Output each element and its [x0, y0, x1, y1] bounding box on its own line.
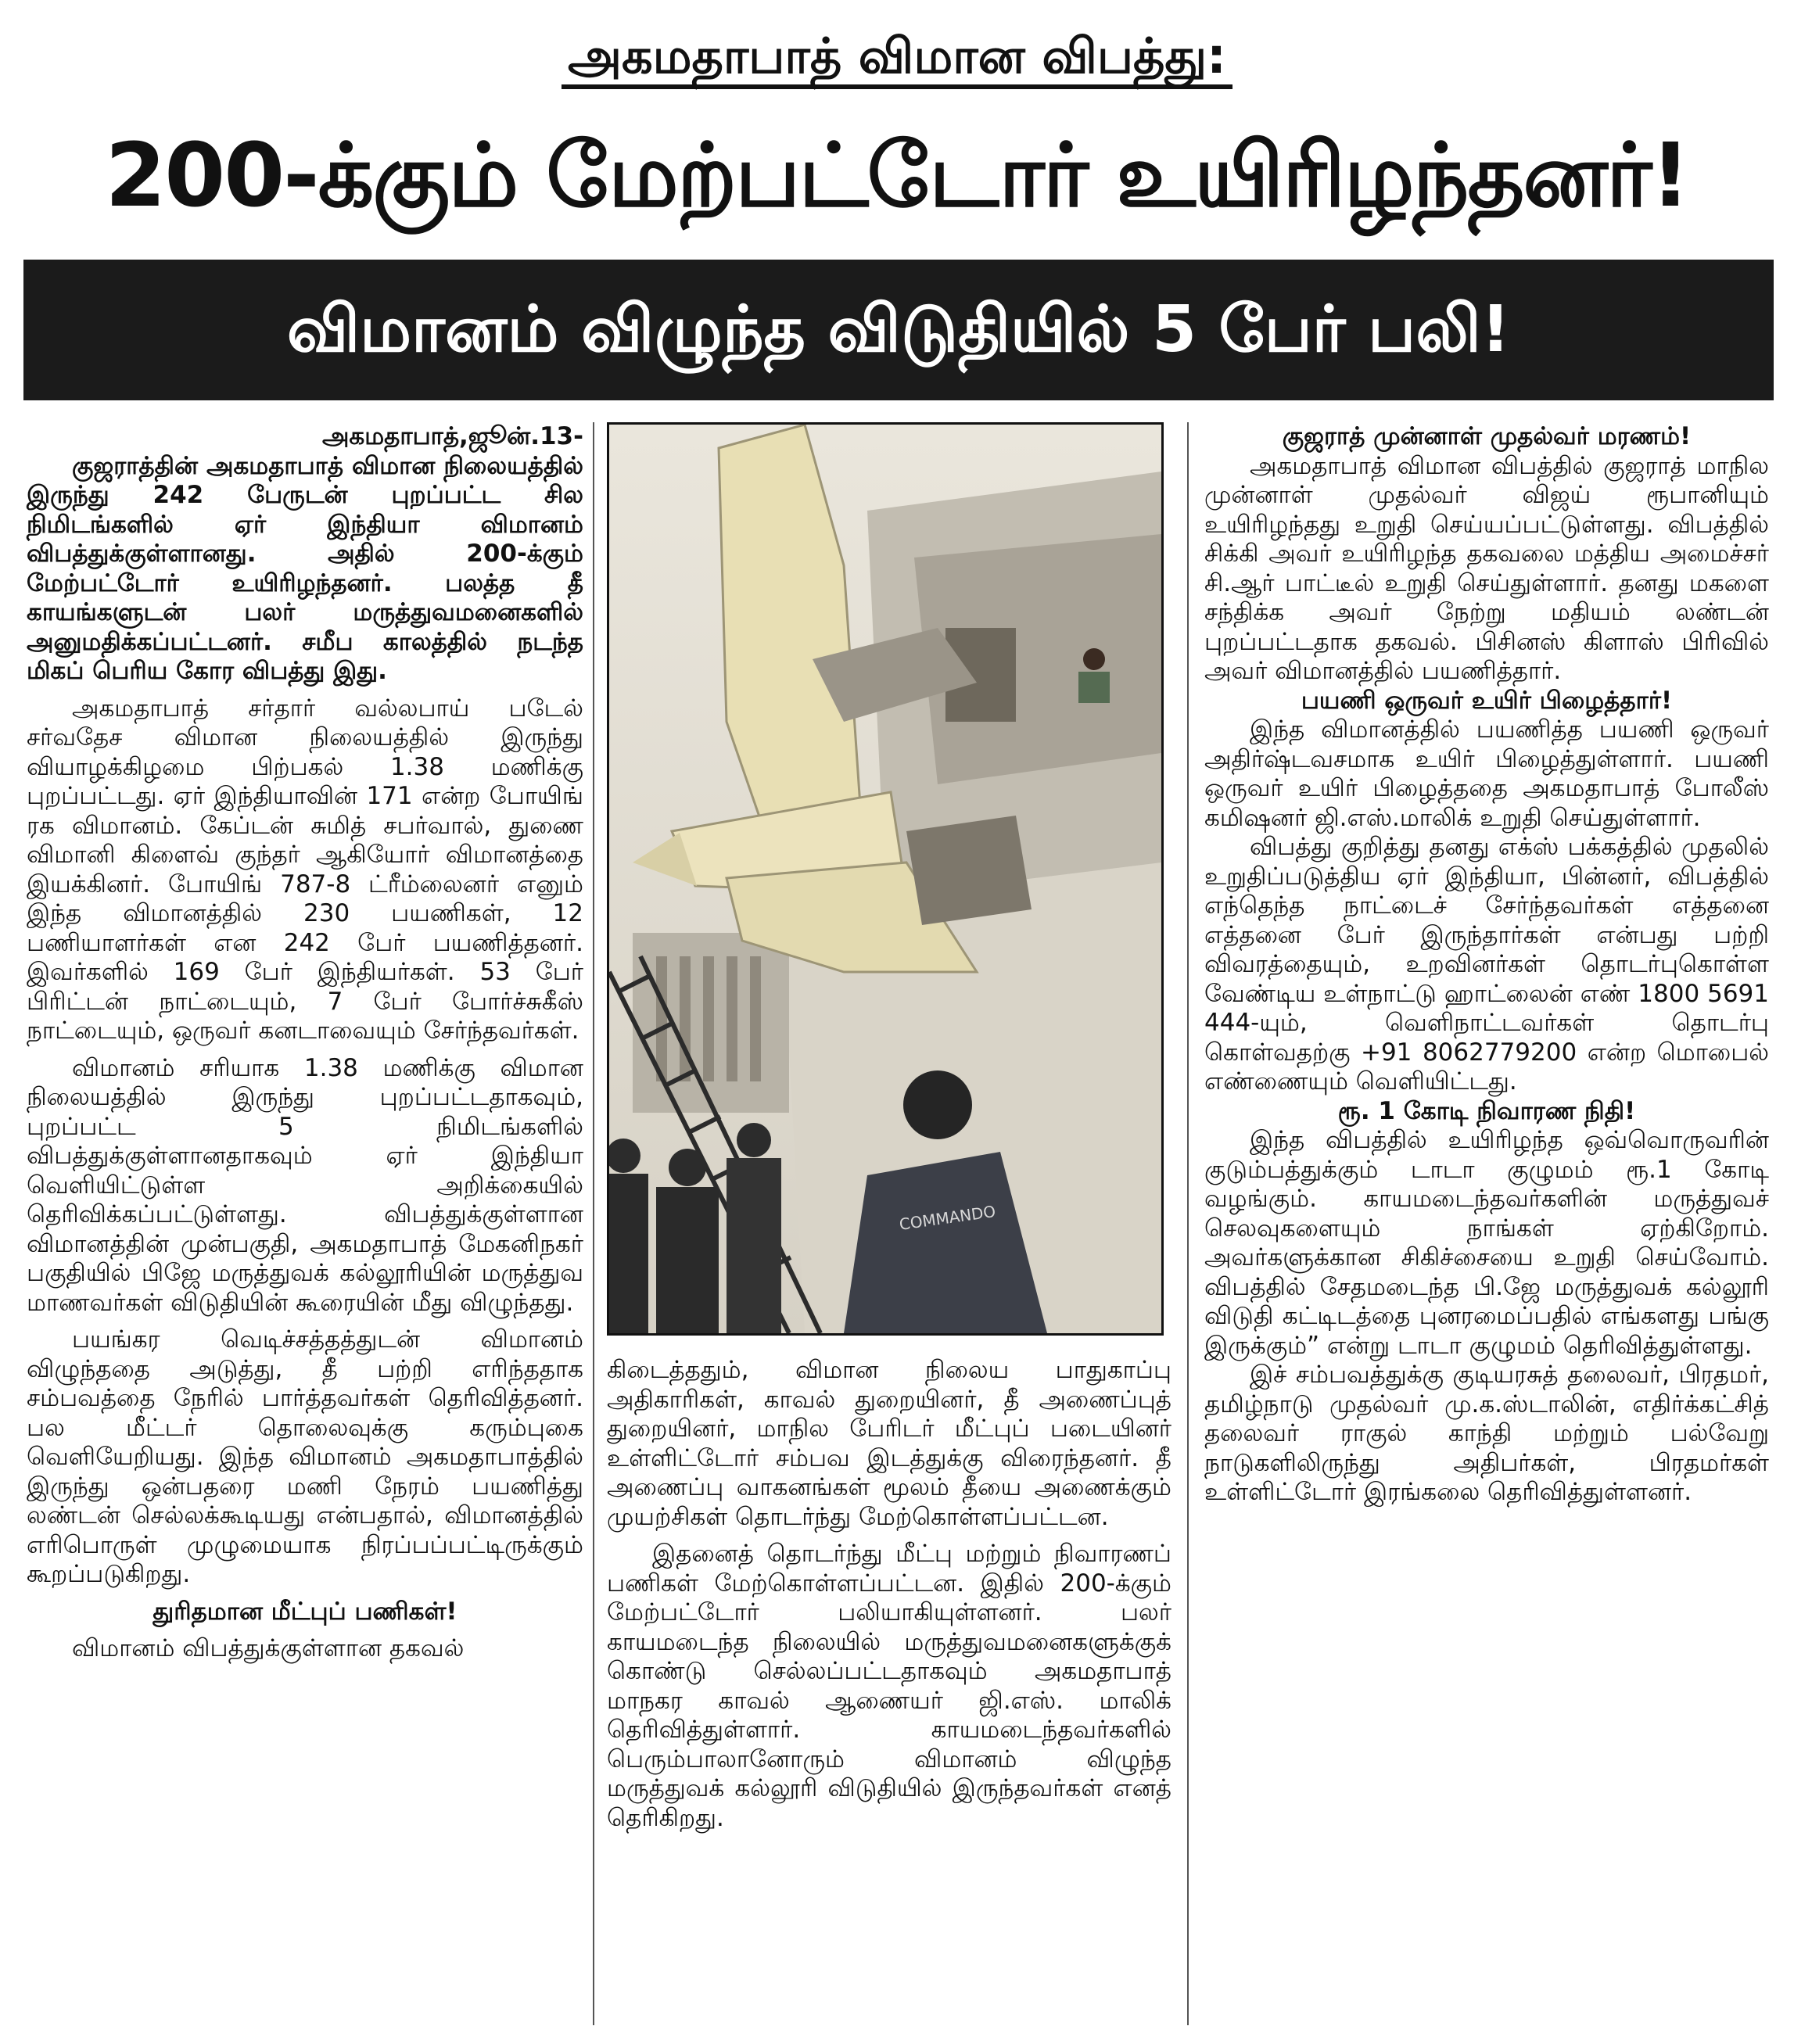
- lead-paragraph: குஜராத்தின் அகமதாபாத் விமான நிலையத்தில் இருந்து 242 பேருடன் புறப்பட்ட சில நிமிடங்களில் ஏர் இந்தியா விமானம் விபத்துக்குள்ளானது. அதில் 200-க்கும் மேற்பட்டோர் உயிரிழந்தனர். பலத்த தீ காயங்களுடன் பலர் மருத்துவமனைகளில் அனுமதிக்கப்பட்டனர். சமீப காலத்தில் நடந்த மிகப் பெரிய கோர விபத்து இது.: [27, 451, 583, 685]
- paragraph: கிடைத்ததும், விமான நிலைய பாதுகாப்பு அதிகாரிகள், காவல் துறையினர், தீ அணைப்புத் துறையினர், மாநில பேரிடர் மீட்புப் படையினர் உள்ளிட்டோர் சம்பவ இடத்துக்கு விரைந்தனர். தீ அணைப்பு வாகனங்கள் மூலம் தீயை அணைக்கும் முயற்சிகள் தொடர்ந்து மேற்கொள்ளப்பட்டன.: [607, 1356, 1171, 1531]
- main-headline: 200-க்கும் மேற்பட்டோர் உயிரிழந்தனர்!: [105, 125, 1689, 227]
- paragraph: இந்த விபத்தில் உயிரிழந்த ஒவ்வொருவரின் குடும்பத்துக்கும் டாடா குழுமம் ரூ.1 கோடி வழங்கும். காயமடைந்தவர்களின் மருத்துவச் செலவுகளையும் நாங்கள் ஏற்கிறோம். அவர்களுக்கான சிகிச்சையை உறுதி செய்வோம். விபத்தில் சேதமடைந்த பி.ஜே மருத்துவக் கல்லூரி விடுதி கட்டிடத்தை புனரமைப்பதில் எங்களது பங்கு இருக்கும்” என்று டாடா குழுமம் தெரிவித்துள்ளது.: [1204, 1126, 1769, 1360]
- paragraph: விமானம் சரியாக 1.38 மணிக்கு விமான நிலையத்தில் இருந்து புறப்பட்டதாகவும், புறப்பட்ட 5 நிமிடங்களில் விபத்துக்குள்ளானதாகவும் ஏர் இந்தியா வெளியிட்டுள்ள அறிக்கையில் தெரிவிக்கப்பட்டுள்ளது. விபத்துக்குள்ளான விமானத்தின் முன்பகுதி, அகமதாபாத் மேகனிநகர் பகுதியில் பிஜே மருத்துவக் கல்லூரியின் மருத்துவ மாணவர்கள் விடுதியின் கூரையின் மீது விழுந்தது.: [27, 1053, 583, 1317]
- sub-headline-bar: விமானம் விழுந்த விடுதியில் 5 பேர் பலி!: [23, 260, 1774, 400]
- dateline: அகமதாபாத்,ஜூன்.13-: [321, 422, 583, 450]
- column-divider: [593, 422, 594, 2025]
- paragraph: இச் சம்பவத்துக்கு குடியரசுத் தலைவர், பிரதமர், தமிழ்நாடு முதல்வர் மு.க.ஸ்டாலின், எதிர்க்கட்சித் தலைவர் ராகுல் காந்தி மற்றும் பல்வேறு நாடுகளிலிருந்து அதிபர்கள், பிரதமர்கள் உள்ளிட்டோர் இரங்கலை தெரிவித்துள்ளனர்.: [1204, 1361, 1769, 1506]
- paragraph: அகமதாபாத் விமான விபத்தில் குஜராத் மாநில முன்னாள் முதல்வர் விஜய் ரூபானியும் உயிரிழந்தது உறுதி செய்யப்பட்டுள்ளது. விபத்தில் சிக்கி அவர் உயிரிழந்த தகவலை மத்திய அமைச்சர் சி.ஆர் பாட்டீல் உறுதி செய்துள்ளார். தனது மகளை சந்திக்க அவர் நேற்று மதியம் லண்டன் புறப்பட்டதாக தகவல். பிசினஸ் கிளாஸ் பிரிவில் அவர் விமானத்தில் பயணித்தார்.: [1204, 451, 1769, 685]
- column-divider: [1187, 422, 1189, 2025]
- kicker-heading: [0, 17, 1794, 95]
- article-column-1: [27, 422, 583, 1664]
- crash-photo: [607, 422, 1164, 1336]
- kicker-text: அகமதாபாத் விமான விபத்து:: [562, 27, 1232, 89]
- subheading: ரூ. 1 கோடி நிவாரண நிதி!: [1337, 1096, 1636, 1125]
- subheading: பயணி ஒருவர் உயிர் பிழைத்தார்!: [1301, 686, 1673, 715]
- paragraph: அகமதாபாத் சர்தார் வல்லபாய் படேல் சர்வதேச விமான நிலையத்தில் இருந்து வியாழக்கிழமை பிற்பகல் 1.38 மணிக்கு புறப்பட்டது. ஏர் இந்தியாவின் 171 என்ற போயிங் ரக விமானம். கேப்டன் சுமித் சபர்வால், துணை விமானி கிளைவ் குந்தர் ஆகியோர் விமானத்தை இயக்கினர். போயிங் 787-8 ட்ரீம்லைனர் எனும் இந்த விமானத்தில் 230 பயணிகள், 12 பணியாளர்கள் என 242 பேர் பயணித்தனர். இவர்களில் 169 பேர் இந்தியர்கள். 53 பேர் பிரிட்டன் நாட்டையும், 7 பேர் போர்ச்சுகீஸ் நாட்டையும், ஒருவர் கனடாவையும் சேர்ந்தவர்கள்.: [27, 694, 583, 1045]
- paragraph: விமானம் விபத்துக்குள்ளான தகவல்: [72, 1634, 465, 1662]
- subheading: துரிதமான மீட்புப் பணிகள்!: [152, 1597, 457, 1626]
- subheading: குஜராத் முன்னாள் முதல்வர் மரணம்!: [1282, 422, 1692, 450]
- jacket-label: COMMANDO: [898, 1201, 997, 1234]
- paragraph: இதனைத் தொடர்ந்து மீட்பு மற்றும் நிவாரணப் பணிகள் மேற்கொள்ளப்பட்டன. இதில் 200-க்கும் மேற்பட்டோர் பலியாகியுள்ளனர். பலர் காயமடைந்த நிலையில் மருத்துவமனைகளுக்குக் கொண்டு செல்லப்பட்டதாகவும் அகமதாபாத் மாநகர காவல் ஆணையர் ஜி.எஸ். மாலிக் தெரிவித்துள்ளார். காயமடைந்தவர்களில் பெரும்பாலானோரும் விமானம் விழுந்த மருத்துவக் கல்லூரி விடுதியில் இருந்தவர்கள் எனத் தெரிகிறது.: [607, 1540, 1171, 1832]
- paragraph: விபத்து குறித்து தனது எக்ஸ் பக்கத்தில் முதலில் உறுதிப்படுத்திய ஏர் இந்தியா, பின்னர், விபத்தில் எந்தெந்த நாட்டைச் சேர்ந்தவர்கள் எத்தனை எத்தனை பேர் இருந்தார்கள் என்பது பற்றி விவரத்தையும், உறவினர்கள் தொடர்புகொள்ள வேண்டிய உள்நாட்டு ஹாட்லைன் எண் 1800 5691 444-யும், வெளிநாட்டவர்கள் தொடர்பு கொள்வதற்கு +91 8062779200 என்ற மொபைல் எண்ணையும் வெளியிட்டது.: [1204, 833, 1769, 1096]
- crash-photo-illustration: [609, 425, 1161, 1333]
- paragraph: பயங்கர வெடிச்சத்தத்துடன் விமானம் விழுந்ததை அடுத்து, தீ பற்றி எரிந்ததாக சம்பவத்தை நேரில் பார்த்தவர்கள் தெரிவித்தனர். பல மீட்டர் தொலைவுக்கு கரும்புகை வெளியேறியது. இந்த விமானம் அகமதாபாத்தில் இருந்து ஒன்பதரை மணி நேரம் பயணித்து லண்டன் செல்லக்கூடியது என்பதால், விமானத்தில் எரிபொருள் முழுமையாக நிரப்பப்பட்டிருக்கும் கூறப்படுகிறது.: [27, 1325, 583, 1588]
- paragraph: இந்த விமானத்தில் பயணித்த பயணி ஒருவர் அதிர்ஷ்டவசமாக உயிர் பிழைத்துள்ளார். பயணி ஒருவர் உயிர் பிழைத்ததை அகமதாபாத் போலீஸ் கமிஷனர் ஜி.எஸ்.மாலிக் உறுதி செய்துள்ளார்.: [1204, 715, 1769, 832]
- article-column-2: [607, 1356, 1171, 1833]
- article-column-3: [1204, 422, 1769, 1508]
